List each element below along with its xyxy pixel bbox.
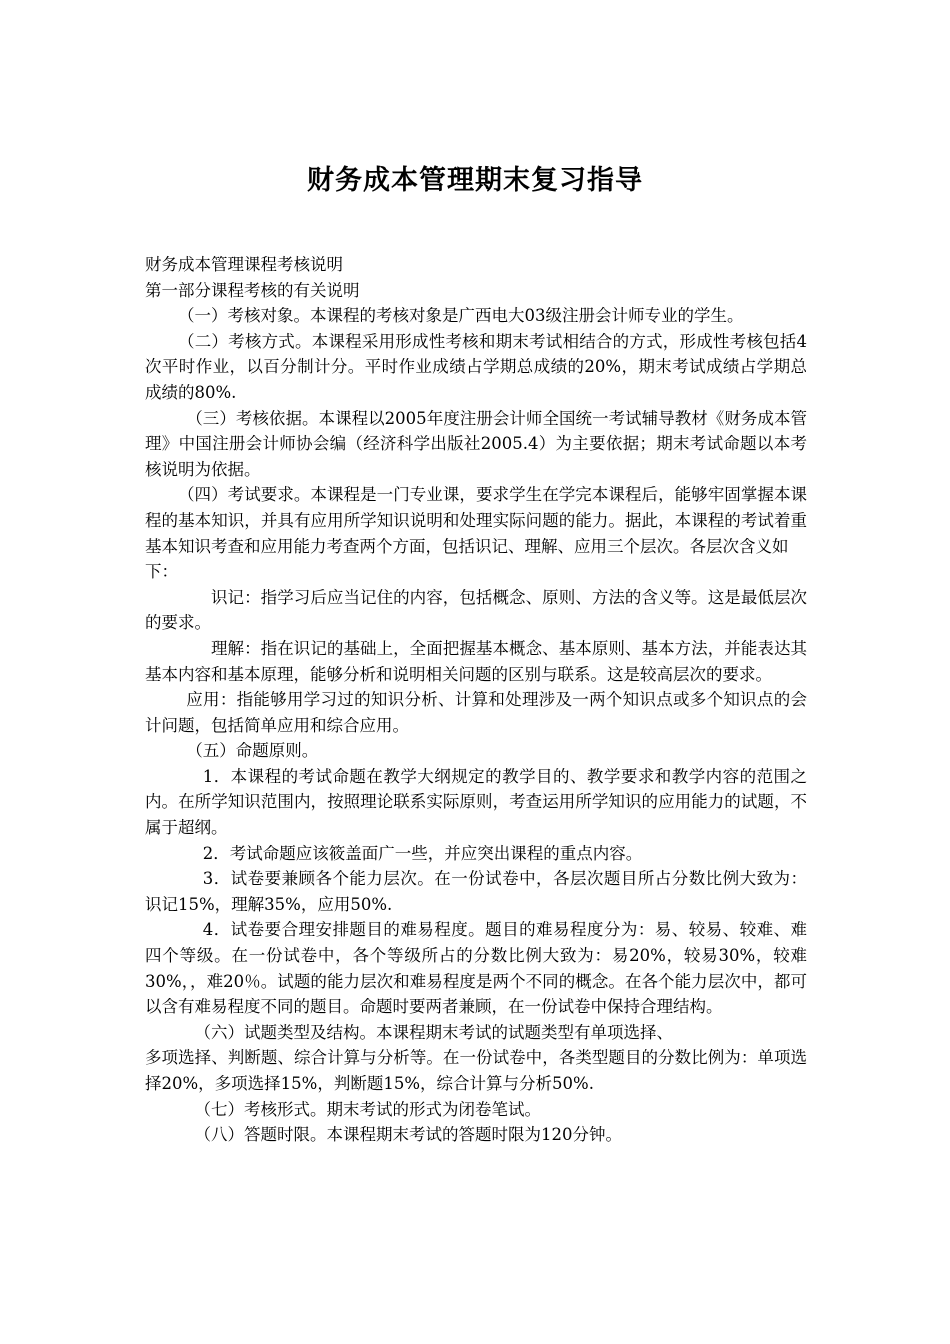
paragraph: 理解：指在识记的基础上，全面把握基本概念、基本原则、基本方法，并能表达其基本内容和基本原理，能够分析和说明相关问题的区别与联系。这是较高层次的要求。: [145, 638, 807, 684]
paragraph: （二）考核方式。本课程采用形成性考核和期末考试相结合的方式，形成性考核包括4次平时作业，以百分制计分。平时作业成绩占学期总成绩的20%，期末考试成绩占学期总成绩的80%.: [145, 331, 807, 402]
document-body: [145, 252, 807, 1148]
paragraph: （六）试题类型及结构。本课程期末考试的试题类型有单项选择、: [194, 1022, 673, 1042]
paragraph: 应用：指能够用学习过的知识分析、计算和处理涉及一两个知识点或多个知识点的会计问题，包括简单应用和综合应用。: [145, 690, 807, 735]
paragraph: （五）命题原则。: [186, 741, 319, 761]
paragraph: （一）考核对象。本课程的考核对象是广西电大03级注册会计师专业的学生。: [178, 306, 744, 326]
paragraph: （七）考核形式。期末考试的形式为闭卷笔试。: [194, 1099, 541, 1119]
paragraph: 识记：指学习后应当记住的内容，包括概念、原则、方法的含义等。这是最低层次的要求。: [145, 587, 807, 633]
paragraph: （三）考核依据。本课程以2005年度注册会计师全国统一考试辅导教材《财务成本管理》中国注册会计师协会编（经济科学出版社2005.4）为主要依据；期末考试命题以本考核说明为依据。: [145, 408, 807, 479]
paragraph: 下：: [145, 562, 178, 582]
section-subtitle: 财务成本管理课程考核说明: [145, 255, 343, 274]
paragraph: （八）答题时限。本课程期末考试的答题时限为120分钟。: [194, 1125, 622, 1145]
paragraph: 4．试卷要合理安排题目的难易程度。题目的难易程度分为：易、较易、较难、难四个等级。在一份试卷中，各个等级所占的分数比例大致为：易20%，较易30%，较难30%，，难20％。试题的能力层次和难易程度是两个不同的概念。在各个能力层次中，都可以含有难易程度不同的题目。命题时要两者兼顾，在一份试卷中保持合理结构。: [145, 920, 807, 1017]
paragraph: 2．考试命题应该筱盖面广一些，并应突出课程的重点内容。: [202, 843, 643, 863]
part-subtitle: 第一部分课程考核的有关说明: [145, 280, 360, 300]
paragraph: 1．本课程的考试命题在教学大纲规定的教学目的、教学要求和教学内容的范围之内。在所学知识范围内，按照理论联系实际原则，考查运用所学知识的应用能力的试题，不属于超纲。: [145, 766, 807, 838]
document-title: 财务成本管理期末复习指导: [307, 165, 643, 196]
paragraph: 多项选择、判断题、综合计算与分析等。在一份试卷中，各类型题目的分数比例为：单项选择20%，多项选择15%，判断题15%，综合计算与分析50%.: [145, 1048, 807, 1093]
paragraph: （四）考试要求。本课程是一门专业课，要求学生在学完本课程后，能够牢固掌握本课程的基本知识，并具有应用所学知识说明和处理实际问题的能力。据此，本课程的考试着重基本知识考查和应用能力考查两个方面，包括识记、理解、应用三个层次。各层次含义如: [145, 485, 807, 556]
paragraph: 3．试卷要兼顾各个能力层次。在一份试卷中，各层次题目所占分数比例大致为：识记15%，理解35%，应用50%.: [145, 869, 807, 914]
